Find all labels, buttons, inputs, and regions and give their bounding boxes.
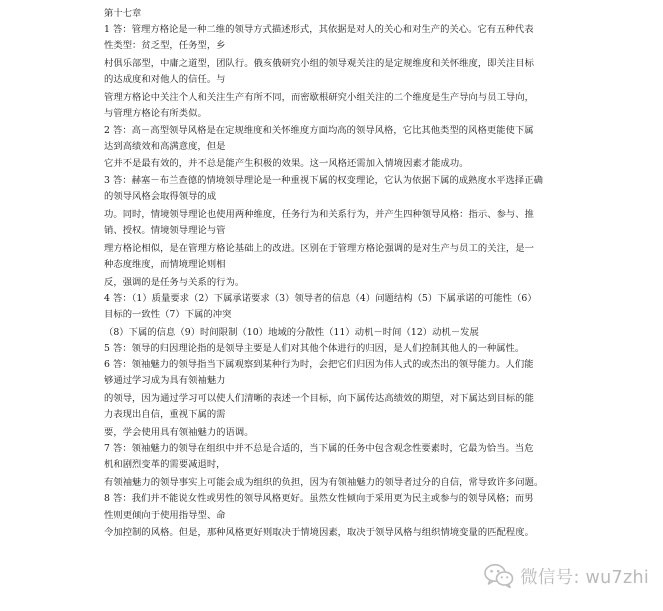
text-line: 目标的一致性（7）下属的冲突 <box>104 308 232 320</box>
text-line: 种态度维度，而情境理论则相 <box>104 258 226 270</box>
text-line: 它并不是最有效的，并不总是能产生积极的效果。这一风格还需加入情境因素才能成功。 <box>104 158 469 170</box>
text-line: 管理方格论中关注个人和关注生产有所不同，而密歇根研究小组关注的二个维度是生产导向与员工导向， <box>104 92 534 104</box>
text-line: 的领导，因为通过学习可以使人们清晰的表述一个目标，向下属传达高绩效的期望，对下属达到目标的能 <box>104 393 534 405</box>
text-line: 3 答：赫塞－布兰查德的情境领导理论是一种重视下属的权变理论，它认为依据下属的成熟度水平选择正确 <box>104 174 543 186</box>
text-line: （8）下属的信息（9）时间限制（10）地域的分散性（11）动机－时间（12）动机－发展 <box>104 326 479 338</box>
text-line: 达到高绩效和高满意度，但是 <box>104 140 226 152</box>
text-line: 要，学会使用具有领袖魅力的语调。 <box>104 427 254 439</box>
text-line: 有领袖魅力的领导事实上可能会成为组织的负担，因为有领袖魅力的领导者过分的自信，常导致许多问题。 <box>104 477 544 489</box>
text-line: 令加控制的风格。但是，那种风格更好则取决于情境因素，取决于领导风格与组织情境变量的匹配程度。 <box>104 527 534 539</box>
text-line: 理方格论相似，是在管理方格论基础上的改进。区别在于管理方格论强调的是对生产与员工的关注，是一 <box>104 242 534 254</box>
text-line: 销、授权。情境领导理论与管 <box>104 224 226 236</box>
wechat-watermark <box>484 563 649 589</box>
text-line: 5 答：领导的归因理论指的是领导主要是人们对其他个体进行的归因，是人们控制其他人的一种属性。 <box>104 342 525 354</box>
text-line: 机和剧烈变革的需要减退时， <box>104 459 226 471</box>
document-body <box>104 6 564 542</box>
text-line: 与管理方格论有所类似。 <box>104 108 207 120</box>
text-line: 的领导风格会取得领导的成 <box>104 190 217 202</box>
watermark-text: 微信号: wu7zhi <box>520 567 649 588</box>
text-line: 8 答：我们并不能说女性或男性的领导风格更好。虽然女性倾向于采用更为民主或参与的领导风格；而男 <box>104 493 534 505</box>
text-line: 6 答：领袖魅力的领导指当下属观察到某种行为时，会把它们归因为伟人式的或杰出的领导能力。人们能 <box>104 359 534 371</box>
text-line: 力表现出自信，重视下属的需 <box>104 409 226 421</box>
text-line: 性则更倾向于使用指导型、命 <box>104 509 226 521</box>
text-line: 的达成度和对他人的信任。与 <box>104 74 226 86</box>
text-line: 2 答：高－高型领导风格是在定规维度和关怀维度方面均高的领导风格，它比其他类型的风格更能使下属 <box>104 124 534 136</box>
text-line: 够通过学习成为具有领袖魅力 <box>104 375 226 387</box>
text-line: 功。同时，情境领导理论也使用两种维度，任务行为和关系行为，并产生四种领导风格：指示、参与、推 <box>104 208 534 220</box>
text-line: 性类型：贫乏型，任务型，乡 <box>104 40 226 52</box>
text-line: 4 答：（1）质量要求（2）下属承诺要求（3）领导者的信息（4）问题结构（5）下属承诺的可能性（6） <box>104 292 537 304</box>
text-line: 1 答：管理方格论是一种二维的领导方式描述形式，其依据是对人的关心和对生产的关心。它有五种代表 <box>104 24 534 36</box>
text-line: 7 答：领袖魅力的领导在组织中并不总是合适的，当下属的任务中包含观念性要素时，它最为恰当。当危 <box>104 443 534 455</box>
wechat-icon <box>484 563 514 589</box>
text-line: 反，强调的是任务与关系的行为。 <box>104 276 245 288</box>
text-line: 村俱乐部型，中庸之道型，团队行。俄亥俄研究小组的领导观关注的是定规维度和关怀维度，即关注目标 <box>104 58 534 70</box>
chapter-title: 第十七章 <box>104 8 142 19</box>
